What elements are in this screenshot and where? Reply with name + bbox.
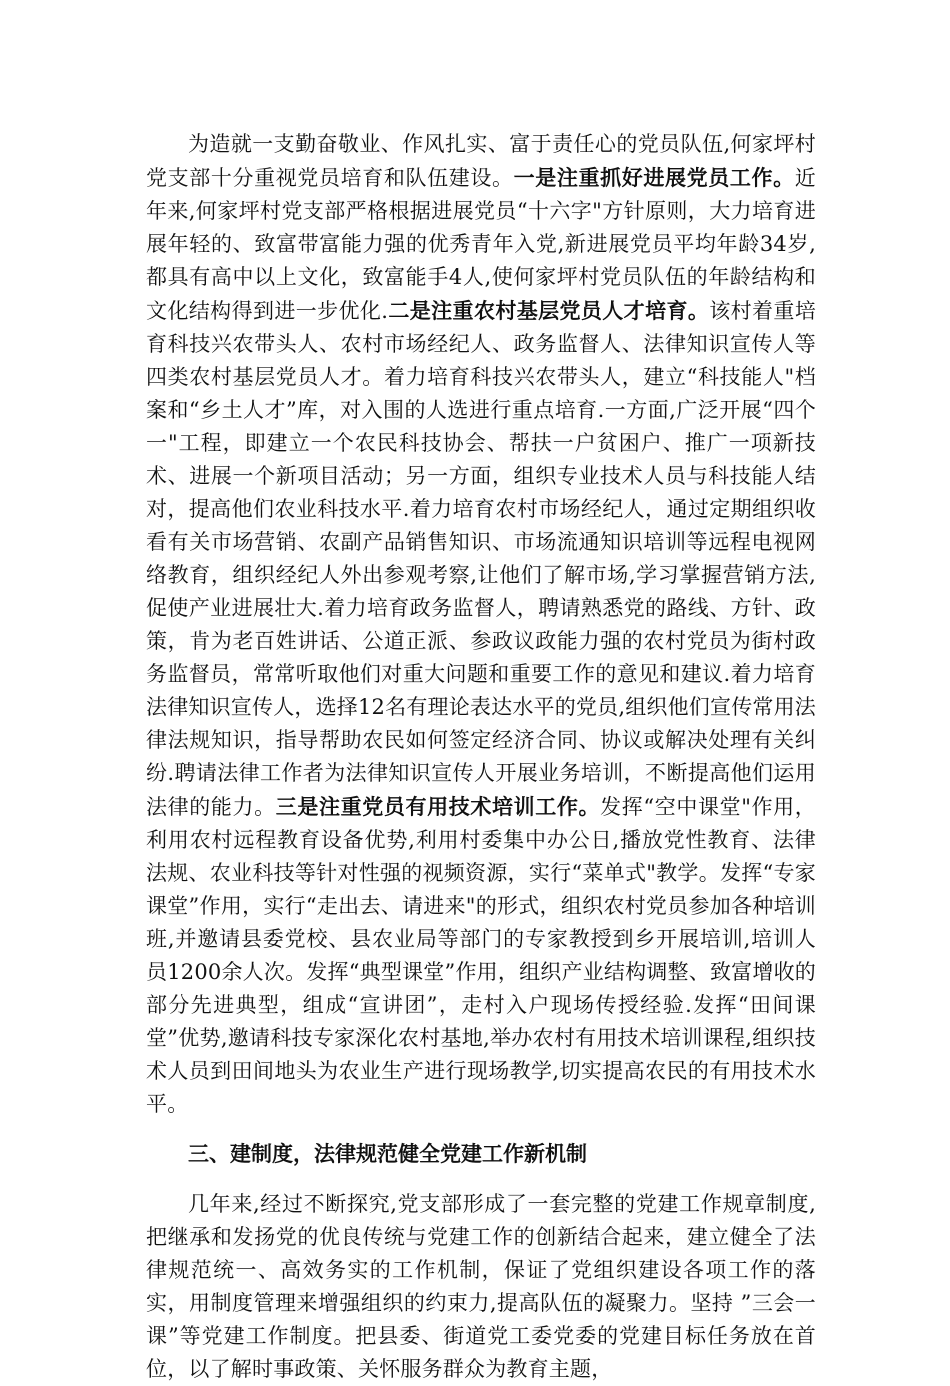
para1-bold-2: 二是注重农村基层党员人才培育。 [388, 298, 710, 323]
para1-text-2: 近年来,何家坪村党支部严格根据进展党员“十六字"方针原则，大力培育进展年轻的、致富带富能力强的优秀青年入党,新进展党员平均年龄34岁,都具有高中以上文化，致富能手4人,使何家坪村党员队伍的年龄结构和文化结构得到进一步优化. [146, 166, 816, 323]
section-heading-3: 三、建制度，法律规范健全党建工作新机制 [188, 1141, 587, 1166]
paragraph-party-member-training [146, 128, 816, 1121]
para1-text-1: 为造就一支勤奋敬业、作风扎实、富于责任心的党员队伍,何家坪村党支部十分重视党员培育和队伍建设。 [146, 132, 816, 190]
para1-bold-1: 一是注重抓好进展党员工作。 [513, 165, 795, 190]
para1-text-3: 该村着重培育科技兴农带头人、农村市场经纪人、政务监督人、法律知识宣传人等四类农村基层党员人才。着力培育科技兴农带头人，建立“科技能人"档案和“乡土人才”库，对入围的人选进行重点培育.一方面,广泛开展“四个一"工程，即建立一个农民科技协会、帮扶一户贫困户、推广一项新技术、进展一个新项目活动；另一方面，组织专业技术人员与科技能人结对，提高他们农业科技水平.着力培育农村市场经纪人，通过定期组织收看有关市场营销、农副产品销售知识、市场流通知识培训等远程电视网络教育，组织经纪人外出参观考察,让他们了解市场,学习掌握营销方法,促使产业进展壮大.着力培育政务监督人，聘请熟悉党的路线、方针、政策，肯为老百姓讲话、公道正派、参政议政能力强的农村党员为街村政务监督员，常常听取他们对重大问题和重要工作的意见和建议.着力培育法律知识宣传人，选择12名有理论表达水平的党员,组织他们宣传常用法律法规知识，指导帮助农民如何签定经济合同、协议或解决处理有关纠纷.聘请法律工作者为法律知识宣传人开展业务培训，不断提高他们运用法律的能力。 [146, 299, 817, 819]
para1-text-4: 发挥“空中课堂"作用，利用农村远程教育设备优势,利用村委集中办公日,播放党性教育、法律法规、农业科技等针对性强的视频资源，实行“菜单式"教学。发挥“专家课堂”作用，实行“走出去、请进来"的形式，组织农村党员参加各种培训班,并邀请县委党校、县农业局等部门的专家教授到乡开展培训,培训人员1200余人次。发挥“典型课堂”作用，组织产业结构调整、致富增收的部分先进典型，组成“宣讲团”，走村入户现场传授经验.发挥“田间课堂”优势,邀请科技专家深化农村基地,举办农村有用技术培训课程,组织技术人员到田间地头为农业生产进行现场教学,切实提高农民的有用技术水平。 [146, 795, 817, 1116]
para1-bold-3: 三是注重党员有用技术培训工作。 [275, 794, 601, 819]
document-page [146, 128, 816, 1386]
paragraph-system-building: 几年来,经过不断探究,党支部形成了一套完整的党建工作规章制度,把继承和发扬党的优良传统与党建工作的创新结合起来，建立健全了法律规范统一、高效务实的工作机制，保证了党组织建设各项工作的落实，用制度管理来增强组织的约束力,提高队伍的凝聚力。坚持 ”三会一课”等党建工作制度。把县委、街道党工委党委的党建目标任务放在首位，以了解时事政策、关怀服务群众为教育主题， [146, 1192, 816, 1381]
